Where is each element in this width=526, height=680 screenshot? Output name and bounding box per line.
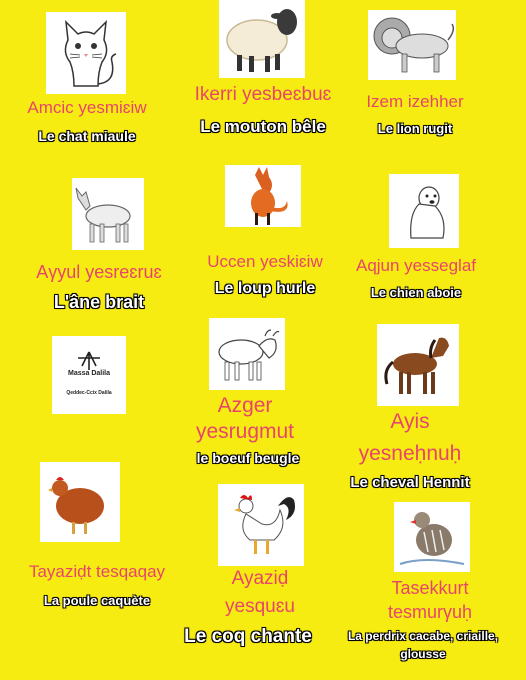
dog-french-text: Le chien aboie xyxy=(370,285,462,300)
horse-french-text: Le cheval Hennit xyxy=(350,474,470,491)
lion-icon xyxy=(368,10,456,80)
ox-kabyle-line2: yesrugmut xyxy=(195,420,295,443)
rooster-kabyle-line1: Ayaziḍ xyxy=(231,568,289,589)
cat-kabyle-text: Amcic yesmiɛiw xyxy=(27,98,147,117)
hen-image xyxy=(40,462,120,542)
logo-title: Massa Dalila xyxy=(67,370,111,377)
dog-icon xyxy=(389,174,459,248)
lion-kabyle-text: Izem izehher xyxy=(366,92,464,111)
ox-image xyxy=(209,318,285,390)
hen-icon xyxy=(40,462,120,542)
hen-french-text: La poule caquète xyxy=(43,593,151,608)
lion-french-text: Le lion rugit xyxy=(377,121,453,136)
dog-image xyxy=(389,174,459,248)
donkey-kabyle-text: Aγyul yesreɛruɛ xyxy=(36,262,162,282)
cat-image xyxy=(46,12,126,94)
sheep-kabyle-text: Ikerri yesbeɛbuɛ xyxy=(194,84,332,105)
sheep-icon xyxy=(219,0,305,78)
partridge-french-line2: glousse xyxy=(400,647,446,661)
rooster-icon xyxy=(218,484,304,566)
rooster-image xyxy=(218,484,304,566)
fox-kabyle-text: Uccen yeskiɛiw xyxy=(207,252,323,271)
partridge-kabyle-line2: tesmurγuḥ xyxy=(387,602,473,622)
lion-image xyxy=(368,10,456,80)
ox-kabyle-line1: Azger xyxy=(217,394,273,417)
donkey-icon xyxy=(72,178,144,250)
cat-icon xyxy=(46,12,126,94)
donkey-image xyxy=(72,178,144,250)
sheep-image xyxy=(219,0,305,78)
logo-subtitle: Qeddec-Ccix Dalila xyxy=(66,390,112,396)
horse-image xyxy=(377,324,459,406)
partridge-kabyle-line1: Tasekkurt xyxy=(391,578,469,598)
partridge-icon xyxy=(394,502,470,572)
cat-french-text: Le chat miaule xyxy=(38,128,136,144)
ox-french-text: le boeuf beugle xyxy=(196,450,300,466)
partridge-french-line1: La perdrix cacabe, criaille, xyxy=(347,629,499,643)
horse-icon xyxy=(377,324,459,406)
fox-french-text: Le loup hurle xyxy=(214,280,316,297)
rooster-french-text: Le coq chante xyxy=(184,626,312,647)
horse-kabyle-line1: Ayis xyxy=(390,410,430,433)
hen-kabyle-text: Tayaziḍt tesqaqay xyxy=(28,562,166,581)
rooster-kabyle-line2: yesquɛu xyxy=(225,596,295,617)
dog-kabyle-text: Aqjun yesseglaf xyxy=(355,256,477,275)
partridge-image xyxy=(394,502,470,572)
fox-image xyxy=(225,165,301,227)
horse-kabyle-line2: yesneḥnuḥ xyxy=(358,442,462,465)
donkey-french-text: L'âne brait xyxy=(53,292,145,312)
sheep-french-text: Le mouton bêle xyxy=(200,117,326,136)
ox-icon xyxy=(209,318,285,390)
fox-icon xyxy=(225,165,301,227)
